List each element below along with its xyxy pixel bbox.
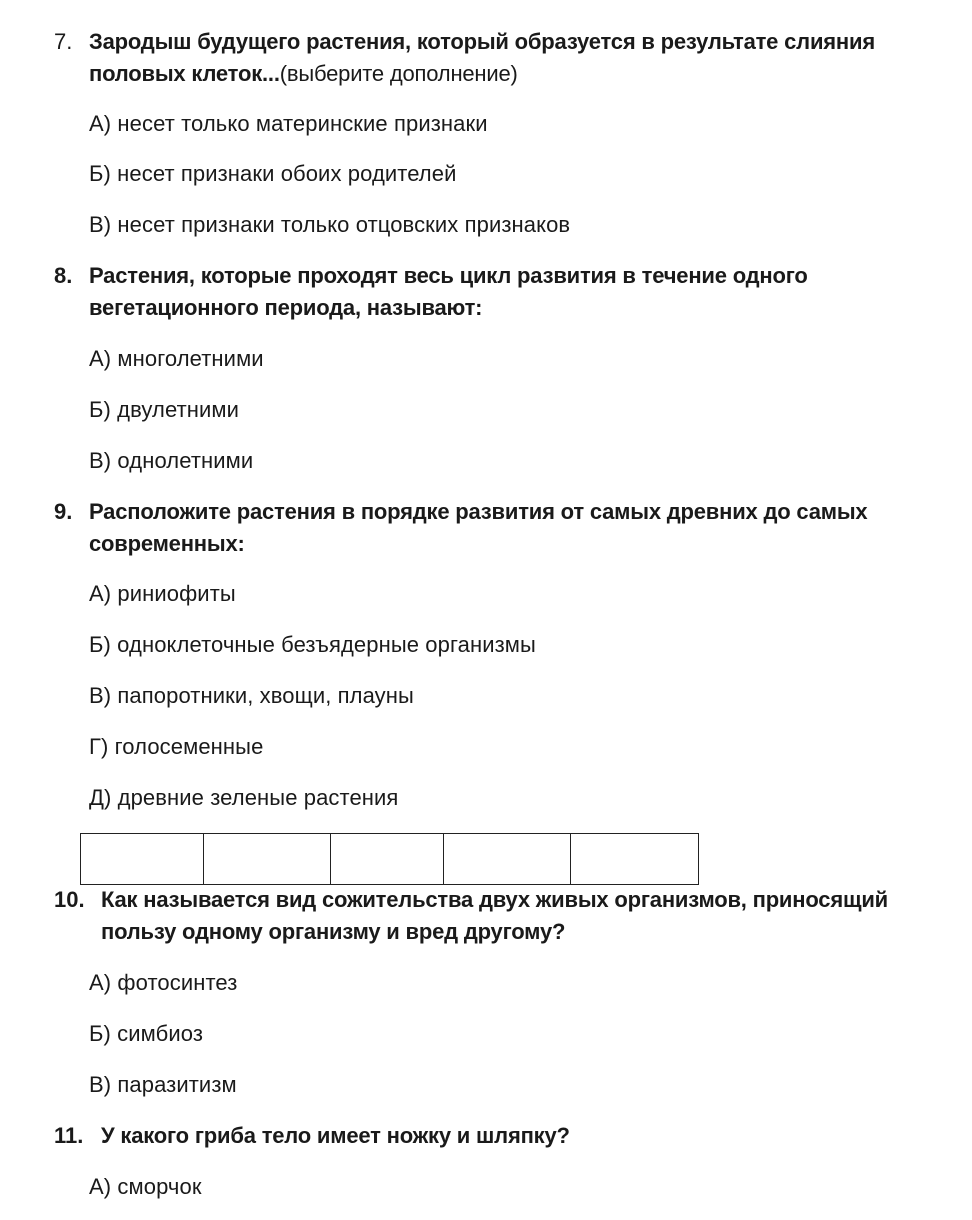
option-a: А) фотосинтез [89,970,238,995]
question-number: 10. [54,887,85,912]
question-7 [54,26,934,90]
answer-cell[interactable] [330,834,443,884]
option-e: Д) древние зеленые растения [89,785,399,810]
question-number: 8. [54,263,73,288]
question-number: 7. [54,29,73,54]
answer-cell[interactable] [443,834,570,884]
option-a: А) сморчок [89,1174,202,1199]
option-b: Б) симбиоз [89,1021,204,1046]
option-c: В) однолетними [89,448,254,473]
option-a: А) многолетними [89,346,264,371]
option-a: А) несет только материнские признаки [89,111,488,136]
question-text: Как называется вид сожительства двух живых организмов, приносящий пользу одному организму и вред другому? [101,887,888,944]
question-9 [54,496,934,560]
answer-cell[interactable] [203,834,330,884]
option-d: Г) голосеменные [89,734,264,759]
option-b: Б) двулетними [89,397,240,422]
question-11 [54,1120,934,1152]
option-b: Б) несет признаки обоих родителей [89,161,457,186]
question-text: У какого гриба тело имеет ножку и шляпку? [101,1123,570,1148]
option-c: В) паразитизм [89,1072,237,1097]
answer-grid [80,833,699,885]
option-c: В) папоротники, хвощи, плауны [89,683,414,708]
question-10 [54,884,934,948]
question-text [89,26,934,90]
option-c: В) несет признаки только отцовских признаков [89,212,571,237]
question-text: Расположите растения в порядке развития от самых древних до самых современных: [89,499,868,556]
option-b: Б) одноклеточные безъядерные организмы [89,632,536,657]
question-number: 11. [54,1123,84,1148]
answer-cell[interactable] [81,834,203,884]
question-text-hint: (выберите дополнение) [279,61,518,86]
question-text: Растения, которые проходят весь цикл развития в течение одного вегетационного периода, называют: [89,263,808,320]
question-number: 9. [54,499,73,524]
question-8 [54,260,934,324]
question-text-bold: Зародыш будущего растения, который образуется в результате слияния половых клеток... [89,29,875,86]
option-a: А) риниофиты [89,581,236,606]
answer-cell[interactable] [570,834,698,884]
